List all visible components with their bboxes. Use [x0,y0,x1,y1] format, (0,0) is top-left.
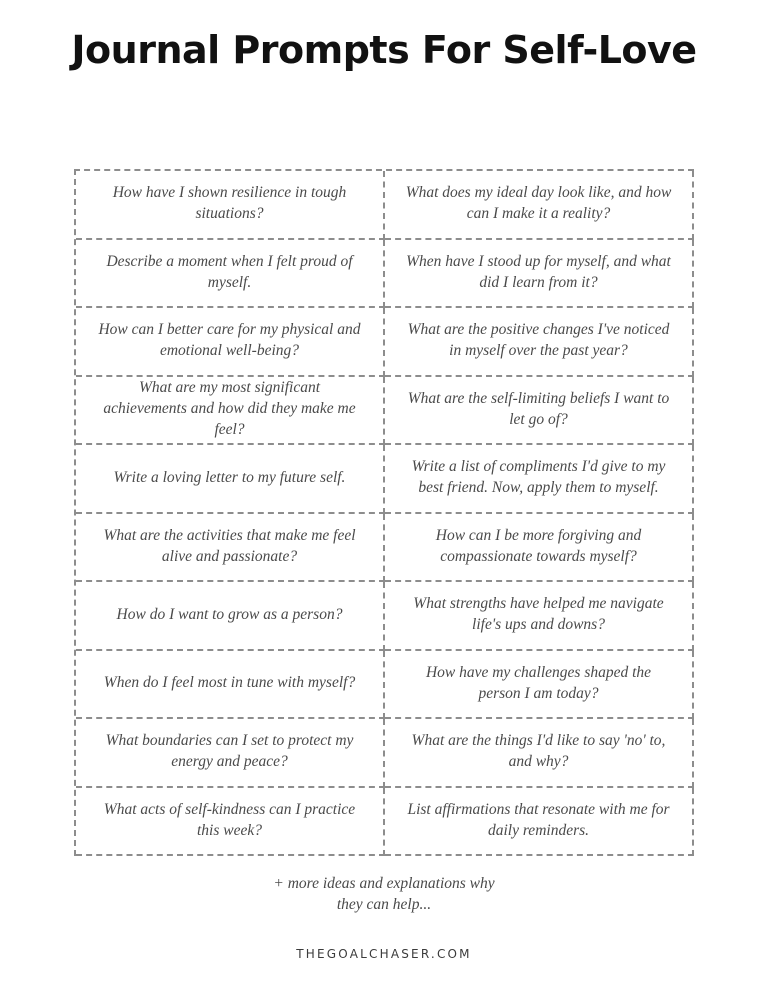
prompt-cell [385,445,694,514]
prompts-grid [74,169,694,856]
prompt-cell [76,582,385,651]
prompt-cell [385,719,694,788]
prompt-cell [385,788,694,857]
footnote-line-1: + more ideas and explanations why [273,875,495,892]
prompt-text: Write a loving letter to my future self. [113,468,346,486]
prompt-cell [76,240,385,309]
prompt-cell [385,171,694,240]
prompt-cell [76,719,385,788]
prompt-cell [385,582,694,651]
prompt-text: List affirmations that resonate with me for daily reminders. [407,800,670,839]
prompt-text: When do I feel most in tune with myself? [103,674,356,692]
prompt-text: How can I be more forgiving and compassionate towards myself? [435,526,642,565]
prompt-cell [385,514,694,583]
prompt-text: What strengths have helped me navigate life's ups and downs? [413,595,664,634]
prompt-text: What are the things I'd like to say 'no' to, and why? [411,732,666,771]
prompt-text: What acts of self-kindness can I practice this week? [103,800,356,839]
prompt-text: What are my most significant achievements and how did they make me feel? [103,379,356,439]
prompt-text: How can I better care for my physical and emotional well-being? [98,321,361,360]
prompt-text: What boundaries can I set to protect my energy and peace? [105,732,354,771]
prompts-section [74,169,694,856]
prompt-text: How have I shown resilience in tough situations? [112,184,347,223]
prompt-text: What are the activities that make me feel alive and passionate? [103,526,356,565]
prompt-cell [76,445,385,514]
prompt-text: How do I want to grow as a person? [116,605,343,623]
prompt-cell [76,651,385,720]
prompt-text: What are the positive changes I've noticed in myself over the past year? [407,321,670,360]
prompt-cell [76,308,385,377]
prompt-cell [385,240,694,309]
prompt-cell [385,651,694,720]
prompt-cell [76,171,385,240]
site-credit: THEGOALCHASER.COM [296,947,472,961]
footnote [104,874,664,916]
prompt-cell [385,308,694,377]
prompt-text: What does my ideal day look like, and how can I make it a reality? [405,184,672,223]
footnote-line-2: they can help... [336,895,432,913]
prompt-text: Write a list of compliments I'd give to my best friend. Now, apply them to myself. [411,458,666,497]
prompt-cell [76,377,385,446]
prompt-text: Describe a moment when I felt proud of myself. [106,252,353,291]
prompt-cell [385,377,694,446]
prompt-text: How have my challenges shaped the person I am today? [425,663,652,702]
prompt-cell [76,514,385,583]
page-title: Journal Prompts For Self-Love [71,28,697,72]
prompt-cell [76,788,385,857]
prompt-text: When have I stood up for myself, and what did I learn from it? [406,252,671,291]
prompt-text: What are the self-limiting beliefs I want to let go of? [407,389,670,428]
